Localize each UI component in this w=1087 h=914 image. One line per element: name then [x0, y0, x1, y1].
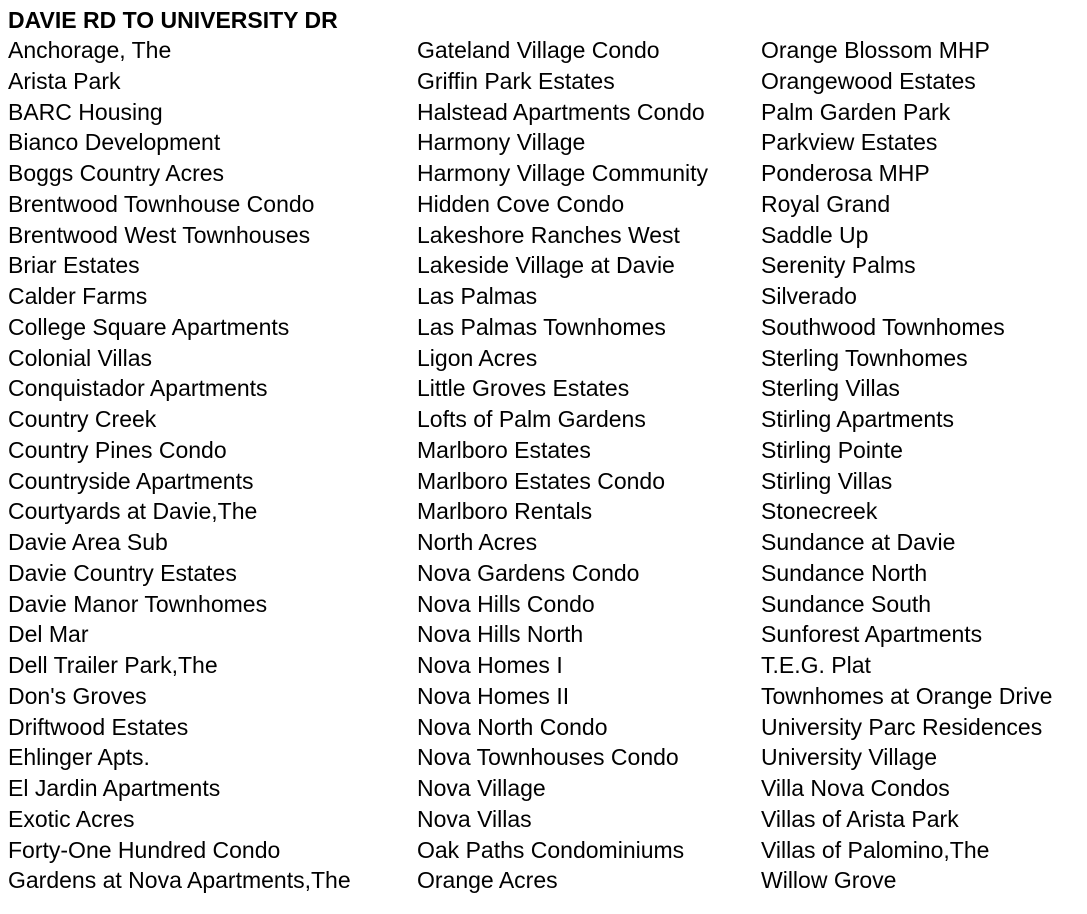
community-list-item: Marlboro Rentals [417, 498, 593, 525]
community-list-item: Orange Acres [417, 867, 558, 894]
community-list-item: Orange Blossom MHP [761, 37, 990, 63]
community-list-item: Don's Groves [8, 682, 147, 709]
community-list-item: North Acres [417, 529, 538, 555]
community-list-item: Country Creek [8, 406, 157, 432]
community-list-item: Lakeside Village at Davie [417, 252, 675, 279]
community-list-item: Harmony Village [417, 129, 586, 156]
community-list-item: Lakeshore Ranches West [417, 221, 680, 248]
community-list-item: Townhomes at Orange Drive [761, 682, 1053, 709]
community-list-item: Harmony Village Community [417, 160, 709, 186]
community-list-item: Driftwood Estates [8, 713, 189, 740]
community-list-item: Stirling Pointe [761, 436, 903, 463]
community-list-item: Dell Trailer Park,The [8, 652, 218, 678]
community-list-item: Stirling Apartments [761, 406, 955, 432]
community-list-item: Exotic Acres [8, 805, 135, 832]
community-list-item: Lofts of Palm Gardens [417, 406, 646, 432]
community-list-item: Saddle Up [761, 221, 869, 248]
community-list-item: Ponderosa MHP [761, 160, 930, 186]
page-title: DAVIE RD TO UNIVERSITY DR [8, 7, 338, 33]
community-list-item: Sundance South [761, 590, 932, 617]
community-list-item: Griffin Park Estates [417, 67, 615, 94]
community-list-item: Forty-One Hundred Condo [8, 836, 281, 863]
community-list-item: Ligon Acres [417, 344, 538, 371]
community-list-item: Nova Gardens Condo [417, 559, 640, 586]
community-list-item: Stirling Villas [761, 467, 893, 494]
community-list-item: Marlboro Estates [417, 436, 591, 463]
community-list-item: Gateland Village Condo [417, 37, 660, 63]
community-list-item: Del Mar [8, 621, 89, 648]
community-list-item: Villa Nova Condos [761, 775, 950, 801]
community-list-item: Sterling Villas [761, 375, 900, 402]
community-list-item: Little Groves Estates [417, 375, 630, 402]
community-list-item: Nova Homes II [417, 682, 570, 709]
community-list-item: Oak Paths Condominiums [417, 836, 685, 863]
community-list-item: Ehlinger Apts. [8, 744, 150, 771]
community-list-item: Nova Townhouses Condo [417, 744, 679, 771]
community-list-item: Country Pines Condo [8, 436, 227, 463]
community-list-item: Silverado [761, 283, 857, 309]
community-list-item: Sundance North [761, 559, 928, 586]
community-list-column-1 [8, 35, 351, 896]
community-list-item: Davie Area Sub [8, 529, 168, 555]
community-list-item: Willow Grove [761, 867, 897, 894]
community-list-item: Boggs Country Acres [8, 160, 225, 186]
community-list-item: Palm Garden Park [761, 98, 951, 125]
community-list-item: Orangewood Estates [761, 67, 976, 94]
community-list-item: Las Palmas Townhomes [417, 313, 666, 340]
community-list-item: Sterling Townhomes [761, 344, 968, 371]
community-list-item: University Parc Residences [761, 713, 1043, 740]
community-list-column-2 [417, 35, 708, 896]
community-list-item: Nova Village [417, 775, 546, 801]
community-list-item: Colonial Villas [8, 344, 153, 371]
community-list-item: Villas of Arista Park [761, 805, 959, 832]
community-list-item: Hidden Cove Condo [417, 190, 625, 217]
community-list-item: Royal Grand [761, 190, 891, 217]
community-list-item: Nova Homes I [417, 652, 563, 678]
community-list-item: Halstead Apartments Condo [417, 98, 705, 125]
community-list-item: Arista Park [8, 67, 121, 94]
community-list-item: Parkview Estates [761, 129, 938, 156]
community-list-item: Conquistador Apartments [8, 375, 268, 402]
community-list-item: Villas of Palomino,The [761, 836, 990, 863]
community-list-item: Countryside Apartments [8, 467, 254, 494]
community-list-item: T.E.G. Plat [761, 652, 871, 678]
community-list-item: Brentwood West Townhouses [8, 221, 311, 248]
community-list-item: BARC Housing [8, 98, 163, 125]
community-list-item: El Jardin Apartments [8, 775, 221, 801]
community-list-item: Southwood Townhomes [761, 313, 1005, 340]
community-list-item: Nova Villas [417, 805, 532, 832]
community-list-item: Marlboro Estates Condo [417, 467, 666, 494]
community-list-item: Serenity Palms [761, 252, 916, 279]
community-list-item: Las Palmas [417, 283, 538, 309]
community-list-item: University Village [761, 744, 937, 771]
community-list-item: Gardens at Nova Apartments,The [8, 867, 351, 894]
community-list-item: Stonecreek [761, 498, 878, 525]
community-list-item: Sundance at Davie [761, 529, 956, 555]
community-list-item: Briar Estates [8, 252, 140, 279]
community-list-item: Anchorage, The [8, 37, 172, 63]
community-list-item: Sunforest Apartments [761, 621, 983, 648]
community-list-item: Davie Manor Townhomes [8, 590, 268, 617]
community-list-item: Brentwood Townhouse Condo [8, 190, 315, 217]
community-list-item: Nova Hills North [417, 621, 584, 648]
community-list-column-3 [761, 35, 1052, 896]
community-list-item: Bianco Development [8, 129, 221, 156]
community-list-item: Courtyards at Davie,The [8, 498, 258, 525]
community-list-item: Nova Hills Condo [417, 590, 595, 617]
community-list-item: Nova North Condo [417, 713, 608, 740]
community-list-item: Calder Farms [8, 283, 148, 309]
community-list-item: Davie Country Estates [8, 559, 237, 586]
community-list-item: College Square Apartments [8, 313, 290, 340]
